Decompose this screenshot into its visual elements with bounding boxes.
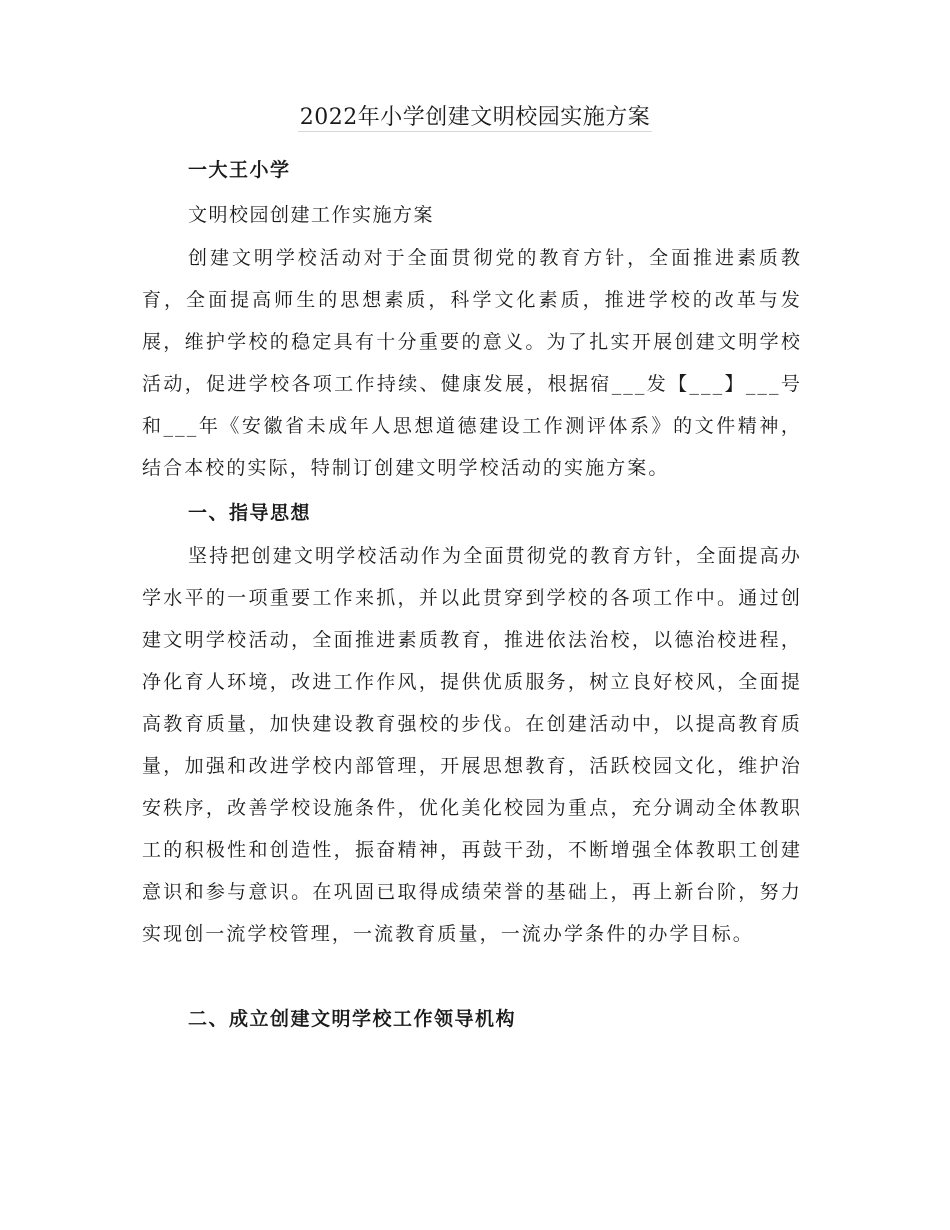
document-title	[0, 103, 950, 133]
document-title-text: 2022年小学创建文明校园实施方案	[299, 105, 651, 130]
plan-subtitle: 文明校园创建工作实施方案	[188, 204, 435, 226]
guiding-thought-paragraph: 坚持把创建文明学校活动作为全面贯彻党的教育方针，全面提高办学水平的一项重要工作来抓，并以此贯穿到学校的各项工作中。通过创建文明学校活动，全面推进素质教育，推进依法治校，以德治校进程，净化育人环境，改进工作作风，提供优质服务，树立良好校风，全面提高教育质量，加快建设教育强校的步伐。在创建活动中，以提高教育质量，加强和改进学校内部管理，开展思想教育，活跃校园文化，维护治安秩序，改善学校设施条件，优化美化校园为重点，充分调动全体教职工的积极性和创造性，振奋精神，再鼓干劲，不断增强全体教职工创建意识和参与意识。在巩固已取得成绩荣誉的基础上，再上新台阶，努力实现创一流学校管理，一流教育质量，一流办学条件的办学目标。	[142, 545, 802, 945]
intro-paragraph: 创建文明学校活动对于全面贯彻党的教育方针，全面推进素质教育，全面提高师生的思想素质，科学文化素质，推进学校的改革与发展，维护学校的稳定具有十分重要的意义。为了扎实开展创建文明学校活动，促进学校各项工作持续、健康发展，根据宿___发【___】___号和___年《安徽省未成年人思想道德建设工作测评体系》的文件精神，结合本校的实际，特制订创建文明学校活动的实施方案。	[142, 247, 802, 479]
school-name: 一大王小学	[188, 159, 291, 181]
section-heading-leadership: 二、成立创建文明学校工作领导机构	[188, 1008, 517, 1030]
section-heading-guiding-thought: 一、指导思想	[188, 502, 312, 524]
